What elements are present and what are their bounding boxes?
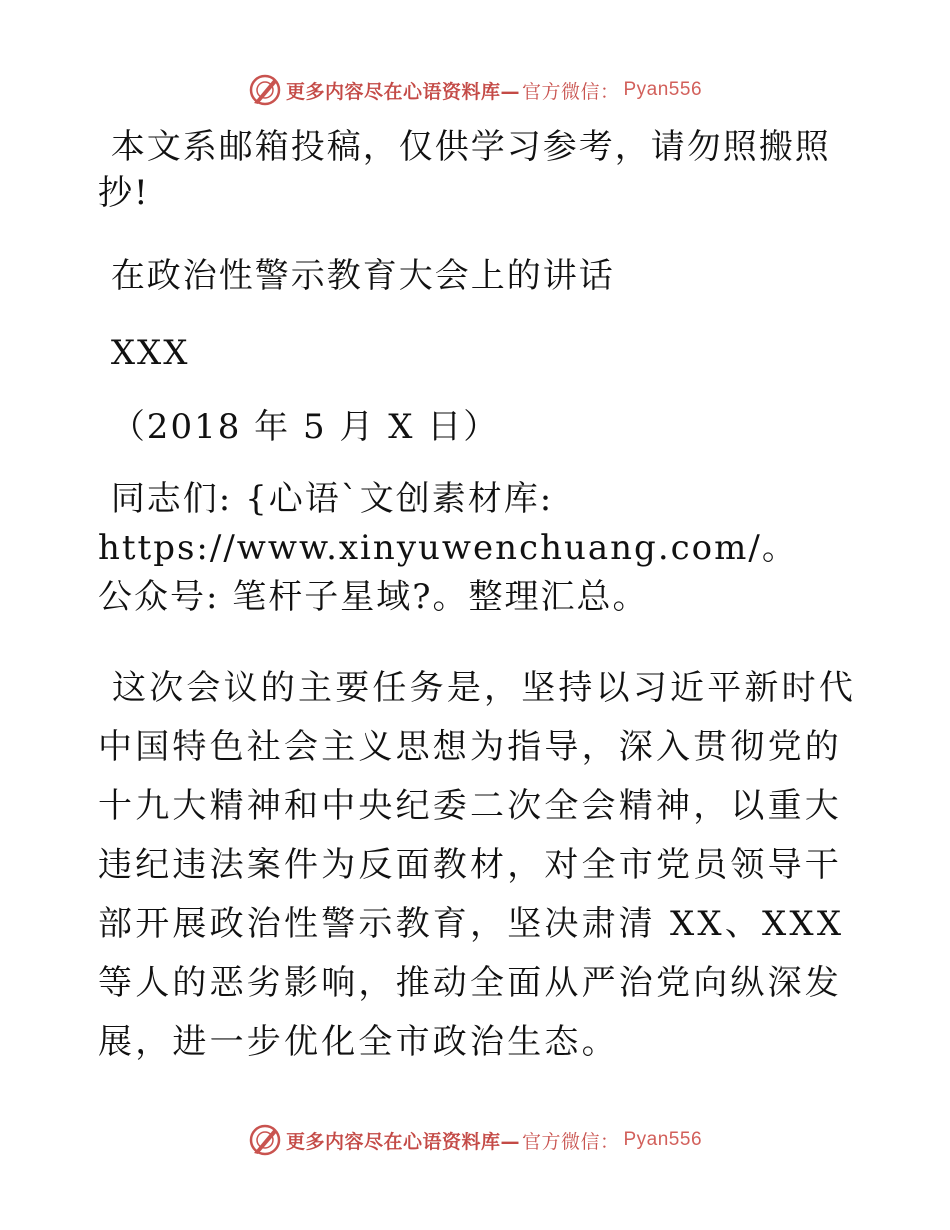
- watermark-text: 更多内容尽在心语资料库—: [285, 1130, 520, 1153]
- watermark-header: [0, 70, 950, 110]
- speech-date: （2018 年 5 月 X 日）: [98, 407, 500, 447]
- notice-paragraph: 本文系邮箱投稿，仅供学习参考，请勿照搬照抄!: [98, 127, 831, 213]
- watermark-wechat-label: 官方微信：: [521, 1130, 620, 1153]
- speech-author: XXX: [98, 333, 190, 373]
- watermark-footer: [0, 1120, 950, 1160]
- quill-logo-icon: [248, 1123, 282, 1157]
- watermark-wechat-id: Pyan556: [623, 79, 703, 100]
- body-paragraph: 这次会议的主要任务是，坚持以习近平新时代中国特色社会主义思想为指导，深入贯彻党的十九大精神和中央纪委二次全会精神，以重大违纪违法案件为反面教材，对全市党员领导干部开展政治性警示教育，坚决肃清 XX、XXX 等人的恶劣影响，推动全面从严治党向纵深发展，进一步优化全市政治生态。: [98, 668, 859, 1062]
- speech-title: 在政治性警示教育大会上的讲话: [98, 256, 615, 296]
- watermark-wechat-label: 官方微信：: [521, 80, 620, 103]
- greeting-paragraph: 同志们: {心语`文创素材库: https://www.xinyuwenchuang.com/。公众号: 笔杆子星域?。整理汇总。: [98, 479, 798, 617]
- watermark-wechat-id: Pyan556: [623, 1129, 703, 1150]
- watermark-text: 更多内容尽在心语资料库—: [285, 80, 520, 103]
- quill-logo-icon: [248, 73, 282, 107]
